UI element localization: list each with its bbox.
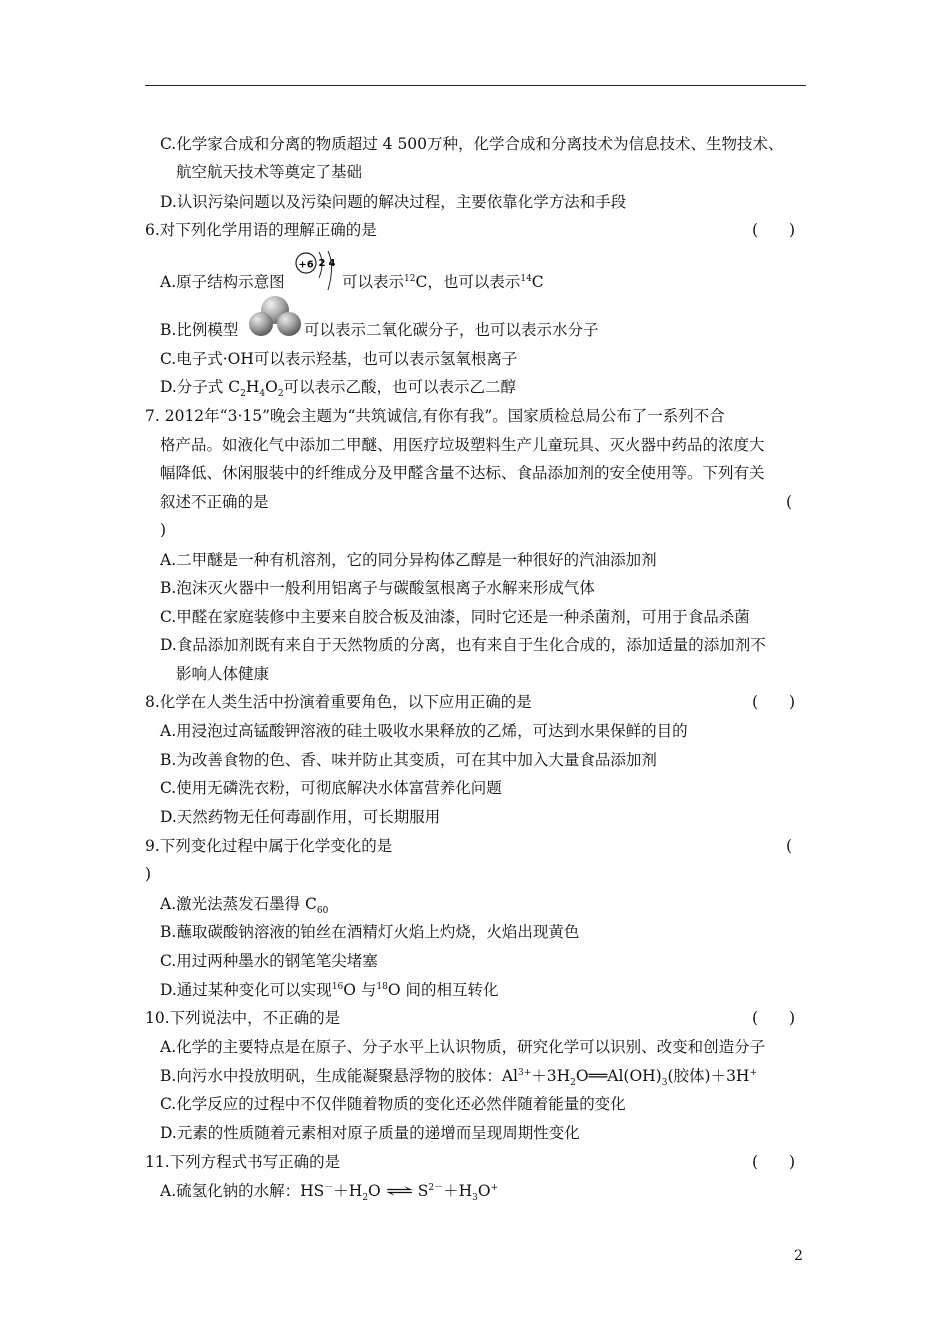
q6-option-a-prefix: A.原子结构示意图	[160, 273, 285, 291]
q10-answer-paren: ( )	[752, 1009, 796, 1027]
q6-option-a	[160, 272, 285, 292]
q11-answer-paren: ( )	[752, 1153, 796, 1171]
q10-stem: 10.下列说法中，不正确的是	[145, 1009, 341, 1027]
q8-option-d: D.天然药物无任何毒副作用，可长期服用	[160, 808, 441, 826]
q10-option-d: D.元素的性质随着元素相对原子质量的递增而呈现周期性变化	[160, 1124, 580, 1142]
q7-stem-line1: 7. 2012年“3·15”晚会主题为“共筑诚信,有你有我”。国家质检总局公布了一系列不合	[145, 407, 725, 425]
q7-option-d-line2: 影响人体健康	[176, 665, 270, 683]
equilibrium-arrow-icon: ⇌	[384, 1182, 414, 1200]
q8-option-b: B.为改善食物的色、香、味并防止其变质，可在其中加入大量食品添加剂	[160, 751, 657, 769]
atom-shell2-count: 4	[328, 258, 336, 269]
q9-option-d: D.通过某种变化可以实现$^{16}$O 与$^{18}$O 间的相互转化	[160, 981, 499, 999]
q6-stem: 6.对下列化学用语的理解正确的是	[145, 221, 377, 239]
q7-stem-line2: 格产品。如液化气中添加二甲醚、用医疗垃圾塑料生产儿童玩具、灭火器中药品的浓度大	[160, 436, 765, 454]
q7-option-a: A.二甲醚是一种有机溶剂，它的同分异构体乙醇是一种很好的汽油添加剂	[160, 551, 657, 569]
atom-nucleus-charge: +6	[298, 259, 314, 271]
q9-option-a: A.激光法蒸发石墨得 $C_{60}$	[160, 895, 329, 917]
q7-paren-close: )	[160, 521, 167, 539]
atom-structure-diagram	[292, 248, 342, 298]
q6-option-b-text: 可以表示二氧化碳分子，也可以表示水分子	[304, 321, 599, 339]
q8-option-c: C.使用无磷洗衣粉，可彻底解决水体富营养化问题	[160, 779, 502, 797]
q8-option-a: A.用浸泡过高锰酸钾溶液的硅土吸收水果释放的乙烯，可达到水果保鲜的目的	[160, 722, 688, 740]
q6-option-a-text: 可以表示$^{12}$C，也可以表示$^{14}$C	[342, 273, 544, 291]
q7-option-b: B.泡沫灭火器中一般利用铝离子与碳酸氢根离子水解来形成气体	[160, 579, 595, 597]
space-filling-model	[246, 294, 304, 340]
q6-option-b-prefix: B.比例模型	[160, 321, 239, 339]
q10-option-b: B.向污水中投放明矾，生成能凝聚悬浮物的胶体：$Al^{3+}+3H_2O══Al(OH)_3$(胶体)＋3H+	[160, 1067, 757, 1089]
q9-option-b: B.蘸取碳酸钠溶液的铂丝在酒精灯火焰上灼烧，火焰出现黄色	[160, 923, 580, 941]
q7-paren-open: (	[786, 493, 793, 511]
q11-option-a: A.硫氢化钠的水解：$HS^-+H_2O$ ⇌ $S^{2-}+H_3O^+$	[160, 1182, 499, 1204]
q11-stem: 11.下列方程式书写正确的是	[145, 1153, 341, 1171]
page-number: 2	[794, 1248, 803, 1264]
q5-option-d: D.认识污染问题以及污染问题的解决过程，主要依靠化学方法和手段	[160, 193, 627, 211]
q7-option-d-line1: D.食品添加剂既有来自于天然物质的分离，也有来自于生化合成的，添加适量的添加剂不	[160, 636, 766, 654]
q8-answer-paren: ( )	[752, 693, 796, 711]
q10-option-c: C.化学反应的过程中不仅伴随着物质的变化还必然伴随着能量的变化	[160, 1095, 626, 1113]
q10-option-a: A.化学的主要特点是在原子、分子水平上认识物质，研究化学可以识别、改变和创造分子	[160, 1038, 766, 1056]
q6-option-d: D.分子式 $C_2H_4O_2$可以表示乙酸，也可以表示乙二醇	[160, 378, 517, 400]
q5-option-c-line2: 航空航天技术等奠定了基础	[176, 163, 363, 181]
q7-stem-line3: 幅降低、休闲服装中的纤维成分及甲醛含量不达标、食品添加剂的安全使用等。下列有关	[160, 464, 765, 482]
q9-paren-open: (	[786, 837, 793, 855]
q7-stem-line4: 叙述不正确的是	[160, 493, 269, 511]
q9-stem: 9.下列变化过程中属于化学变化的是	[145, 837, 393, 855]
q5-option-c-line1: C.化学家合成和分离的物质超过 4 500万种，化学合成和分离技术为信息技术、生物技术、	[160, 135, 784, 153]
atom-shell1-count: 2	[318, 258, 326, 269]
q6-answer-paren: ( )	[752, 221, 796, 239]
q8-stem: 8.化学在人类生活中扮演着重要角色，以下应用正确的是	[145, 693, 532, 711]
q9-paren-close: )	[145, 865, 152, 883]
q7-option-c: C.甲醛在家庭装修中主要来自胶合板及油漆，同时它还是一种杀菌剂，可用于食品杀菌	[160, 608, 750, 626]
q6-option-c: C.电子式·OH可以表示羟基，也可以表示氢氧根离子	[160, 350, 518, 368]
q9-option-c: C.用过两种墨水的钢笔笔尖堵塞	[160, 952, 378, 970]
header-rule	[145, 85, 806, 86]
